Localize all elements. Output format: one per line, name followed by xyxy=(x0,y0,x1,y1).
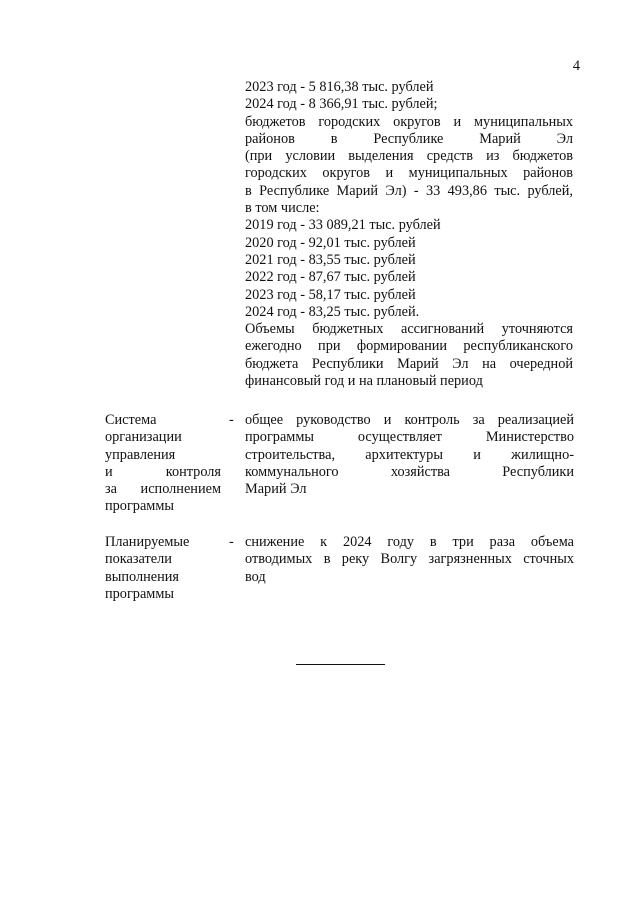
text-line: 2021 год - 83,55 тыс. рублей xyxy=(245,251,416,268)
label-line: управления xyxy=(105,446,176,463)
value-line: общее руководство и контроль за реализацией xyxy=(245,412,574,428)
label-line: программы xyxy=(105,498,175,515)
label-line: организации xyxy=(105,429,182,446)
text-line: 2020 год - 92,01 тыс. рублей xyxy=(245,234,416,251)
text-line: ежегодно при формировании республиканского xyxy=(245,338,573,355)
row-value xyxy=(245,412,574,498)
label-line: выполнения xyxy=(105,568,179,585)
page-number: 4 xyxy=(572,58,580,74)
text-line: 2022 год - 87,67 тыс. рублей xyxy=(245,269,416,286)
row-label xyxy=(105,412,221,516)
text-line: бюджета Республики Марий Эл на очередной xyxy=(245,355,573,372)
text-line: районов в Республике Марий Эл xyxy=(245,130,573,147)
row-dash: - xyxy=(229,412,234,428)
row-dash: - xyxy=(229,534,234,550)
end-divider-line xyxy=(296,664,385,665)
text-line: финансовый год и на плановый период xyxy=(245,373,483,390)
text-line: в том числе: xyxy=(245,200,320,217)
value-line: снижение к 2024 году в три раза объема xyxy=(245,534,574,550)
text-line: Объемы бюджетных ассигнований уточняются xyxy=(245,321,573,338)
text-line: городских округов и муниципальных районов xyxy=(245,165,573,182)
row-value xyxy=(245,534,574,586)
label-line: Планируемые xyxy=(105,534,190,550)
text-line: 2019 год - 33 089,21 тыс. рублей xyxy=(245,217,441,234)
label-line: программы xyxy=(105,585,175,602)
text-line: 2024 год - 83,25 тыс. рублей. xyxy=(245,303,420,320)
label-line: показатели xyxy=(105,551,172,568)
text-line: (при условии выделения средств из бюджетов xyxy=(245,148,573,165)
text-line: бюджетов городских округов и муниципальных xyxy=(245,113,573,130)
value-line: коммунального хозяйства Республики xyxy=(245,463,574,480)
row-label xyxy=(105,534,221,603)
text-line: 2023 год - 5 816,38 тыс. рублей xyxy=(245,79,434,95)
value-line: программы осуществляет Министерство xyxy=(245,429,574,446)
funding-block xyxy=(245,79,573,390)
text-line: 2024 год - 8 366,91 тыс. рублей; xyxy=(245,96,438,113)
label-line: Система xyxy=(105,412,157,428)
label-line: за исполнением xyxy=(105,481,221,498)
value-line: вод xyxy=(245,568,266,585)
text-line: в Республике Марий Эл) - 33 493,86 тыс. рублей, xyxy=(245,182,573,199)
text-line: 2023 год - 58,17 тыс. рублей xyxy=(245,286,416,303)
value-line: строительства, архитектуры и жилищно- xyxy=(245,446,574,463)
value-line: Марий Эл xyxy=(245,481,307,498)
value-line: отводимых в реку Волгу загрязненных сточных xyxy=(245,551,574,568)
label-line: и контроля xyxy=(105,463,221,480)
